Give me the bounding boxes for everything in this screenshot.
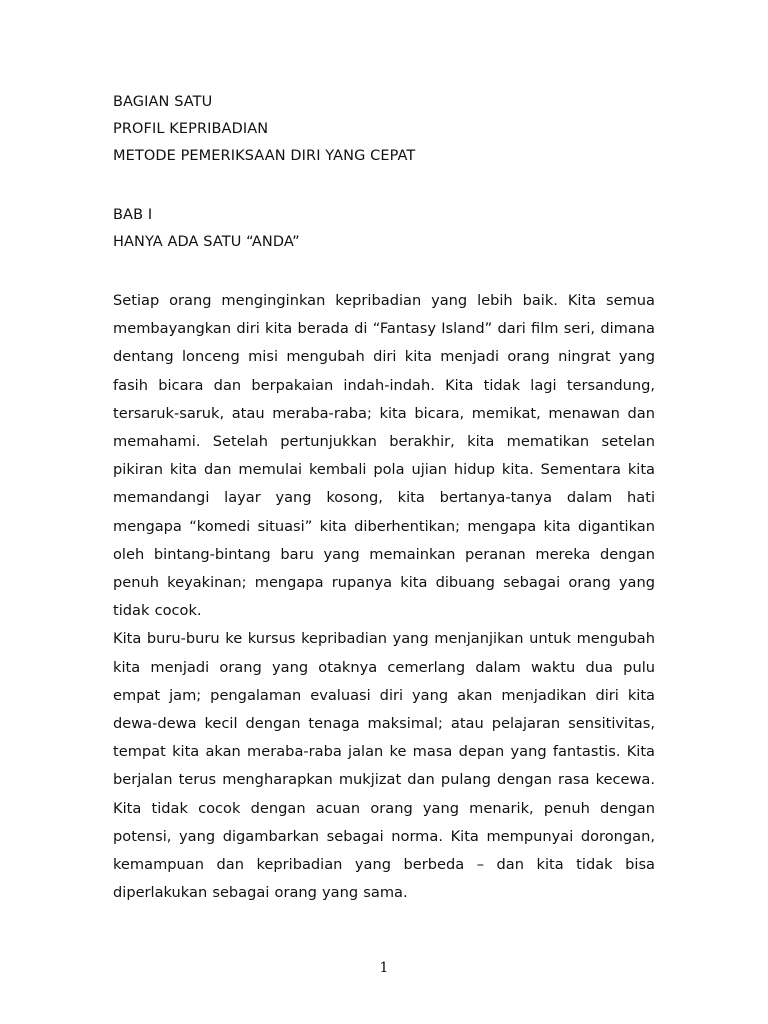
paragraph: Kita buru-buru ke kursus kepribadian yang menjanjikan untuk mengubah kita menjadi orang yang otaknya cemerlang dalam waktu dua pulu empat jam; pengalaman evaluasi diri yang akan menjadikan diri kita dewa-dewa kecil dengan tenaga maksimal; atau pelajaran sensitivitas, tempat kita akan meraba-raba jalan ke masa depan yang fantastis. Kita berjalan terus mengharapkan mukjizat dan pulang dengan rasa kecewa. Kita tidak cocok dengan acuan orang yang menarik, penuh dengan potensi, yang digambarkan sebagai norma. Kita mempunyai dorongan, kemampuan dan kepribadian yang berbeda – dan kita tidak bisa diperlakukan sebagai orang yang sama. <box>113 630 655 902</box>
paragraph: Setiap orang menginginkan kepribadian yang lebih baik. Kita semua membayangkan diri kita berada di “Fantasy Island” dari film seri, dimana dentang lonceng misi mengubah diri kita menjadi orang ningrat yang fasih bicara dan berpakaian indah-indah. Kita tidak lagi tersandung, tersaruk-saruk, atau meraba-raba; kita bicara, memikat, menawan dan memahami. Setelah pertunjukkan berakhir, kita mematikan setelan pikiran kita dan memulai kembali pola ujian hidup kita. Sementara kita memandangi layar yang kosong, kita bertanya-tanya dalam hati mengapa “komedi situasi” kita diberhentikan; mengapa kita digantikan oleh bintang-bintang baru yang memainkan peranan mereka dengan penuh keyakinan; mengapa rupanya kita dibuang sebagai orang yang tidak cocok. <box>113 292 655 620</box>
part-description: METODE PEMERIKSAAN DIRI YANG CEPAT <box>113 148 416 164</box>
part-title: BAGIAN SATU <box>113 94 213 110</box>
body-text <box>113 287 655 907</box>
chapter-heading-block <box>113 202 673 256</box>
page-number: 1 <box>379 960 389 976</box>
part-subtitle: PROFIL KEPRIBADIAN <box>113 121 269 137</box>
part-heading-block <box>113 89 673 170</box>
chapter-number: BAB I <box>113 207 153 223</box>
chapter-title: HANYA ADA SATU “ANDA” <box>113 234 300 250</box>
